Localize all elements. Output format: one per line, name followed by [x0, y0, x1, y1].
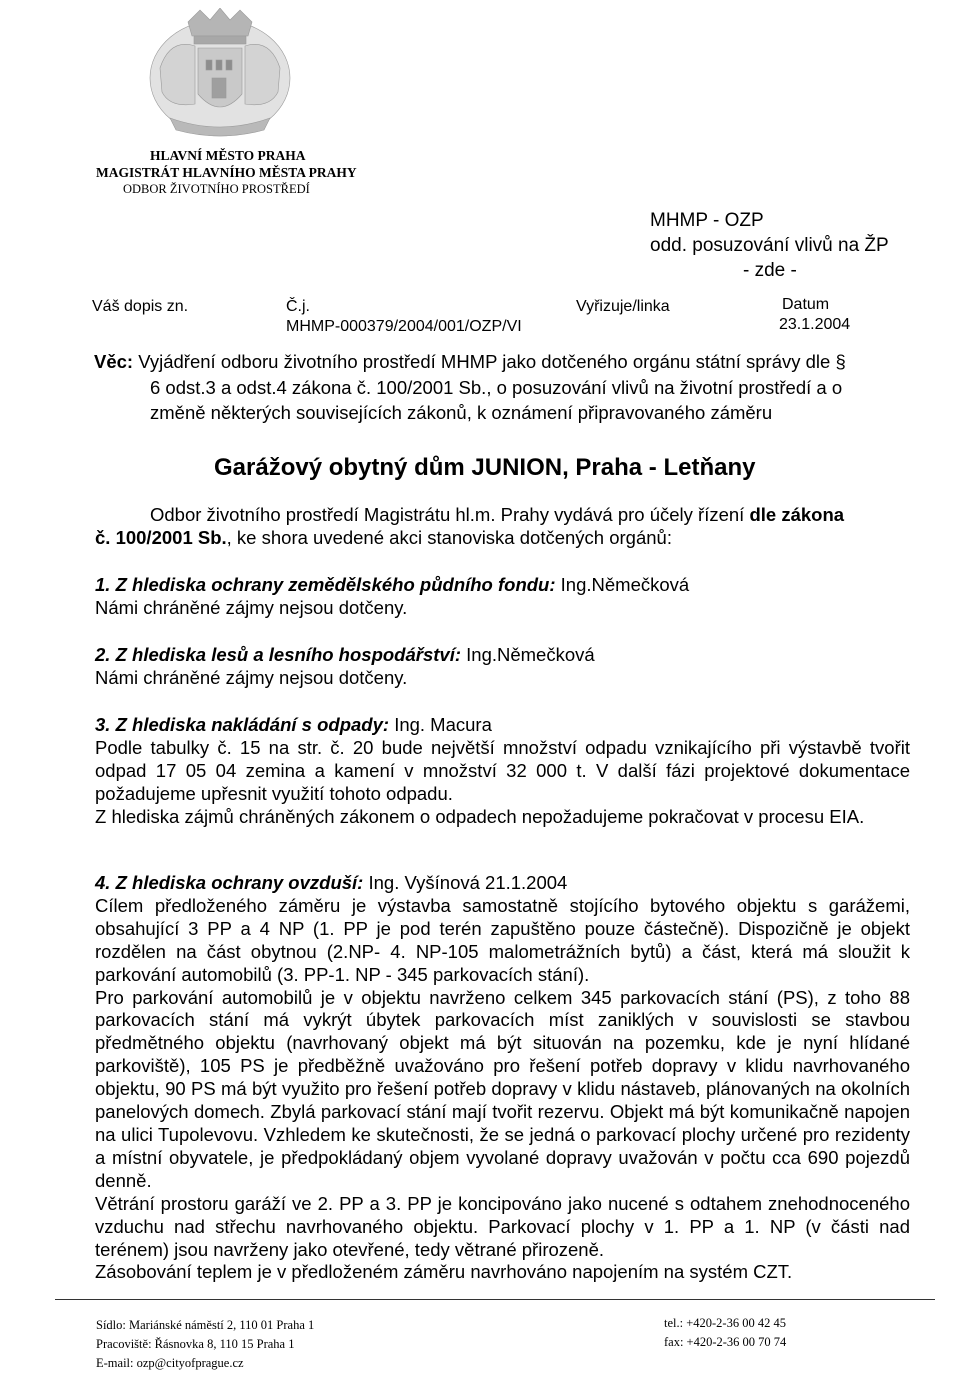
handled-by-label: Vyřizuje/linka	[576, 298, 670, 315]
section-4-body-2: Pro parkování automobilů je v objektu navrženo celkem 345 parkovacích stání (PS), z toho 88 parkovacích stání má vykrýt úbytek parkovacích míst zaniklých v souvislosti se stavbou předmětného objektu (navrhovaný objekt má být situován na pozemku, kde je nyní hlídané parkoviště), 105 PS je předběžně uvažováno pro řešení potřeb dopravy v klidu navrhovaného objektu, 90 PS má být využito pro řešení potřeb dopravy v klidu nástaveb, plánovaných na okolních panelových domech. Zbylá parkovací stání mají tvořit rezervu. Objekt má být komunikačně napojen na ulici Tupolevovu. Vzhledem ke skutečnosti, že se jedná o parkovací plochy určené pro rezidenty a místní obyvatele, je předpokládaný objem vyvolané dopravy uvažován v počtu cca 690 pojezdů denně.	[95, 986, 910, 1191]
footer-seat: Sídlo: Mariánské náměstí 2, 110 01 Praha 1	[96, 1318, 315, 1332]
section-4-body-3: Větrání prostoru garáží ve 2. PP a 3. PP je koncipováno jako nucené s odtahem znehodnoceného vzduchu nad střechu navrhovaného objektu. Parkovací plochy v 1. PP a 1. NP (v části nad terénem) jsou navrženy jako otevřené, tedy větrané přirozeně.	[95, 1192, 910, 1260]
recipient-line-2: odd. posuzování vlivů na ŽP	[650, 235, 889, 256]
date-value: 23.1.2004	[779, 316, 851, 333]
subject-law: 6 odst.3 a odst.4 zákona č. 100/2001 Sb.	[150, 377, 487, 398]
intro-paragraph	[95, 504, 910, 550]
org-city: HLAVNÍ MĚSTO PRAHA	[150, 148, 306, 163]
footer-fax: fax: +420-2-36 00 70 74	[664, 1335, 787, 1349]
prague-coat-of-arms-emblem	[140, 8, 300, 140]
recipient-line-3: - zde -	[743, 260, 797, 281]
section-4-body-4: Zásobování teplem je v předloženém záměru navrhováno napojením na systém CZT.	[95, 1261, 793, 1283]
section-1-number: 1.	[95, 574, 111, 595]
subject-line-1	[94, 351, 846, 374]
intro-text-2: , ke shora uvedené akci stanoviska dotčených orgánů:	[226, 526, 672, 548]
section-2-person: Ing.Němečková	[466, 644, 595, 665]
section-2-body: Námi chráněné zájmy nejsou dotčeny.	[95, 666, 408, 688]
section-3	[95, 714, 910, 829]
section-4	[95, 872, 910, 1284]
section-4-body-1: Cílem předloženého záměru je výstavba samostatně stojícího bytového objektu s garážemi, obsahující 3 PP a 4 NP (1. PP je pod terén zapuštěno pouze částečně). Dispozičně je objekt rozdělen na část obytnou (2.NP- 4. NP-105 malometrážních bytů) a část, která má sloužit k parkování automobilů (3. PP-1. NP - 345 parkovacích stání).	[95, 894, 910, 985]
section-1-body: Námi chráněné zájmy nejsou dotčeny.	[95, 596, 408, 618]
date-label: Datum	[782, 296, 830, 313]
org-department: ODBOR ŽIVOTNÍHO PROSTŘEDÍ	[123, 182, 310, 196]
your-letter-label: Váš dopis zn.	[92, 298, 189, 315]
section-1-person: Ing.Němečková	[560, 574, 690, 595]
footer-divider	[55, 1299, 935, 1300]
subject-text-1: Vyjádření odboru životního prostředí MHMP jako dotčeného orgánu státní správy dle §	[138, 351, 846, 372]
section-3-heading: Z hlediska nakládání s odpady:	[115, 714, 390, 735]
intro-text-1: Odbor životního prostředí Magistrátu hl.m. Prahy vydává pro účely řízení	[150, 504, 750, 525]
reference-number-value: MHMP-000379/2004/001/OZP/VI	[286, 318, 522, 335]
footer-workplace: Pracoviště: Řásnovka 8, 110 15 Praha 1	[96, 1337, 295, 1351]
intro-law-bold-2: č. 100/2001 Sb.	[95, 526, 227, 548]
footer-phone: tel.: +420-2-36 00 42 45	[664, 1316, 786, 1330]
project-title: Garážový obytný dům JUNION, Praha - Letňany	[214, 454, 756, 481]
section-3-body-2: Z hlediska zájmů chráněných zákonem o odpadech nepožadujeme pokračovat v procesu EIA.	[95, 805, 865, 827]
recipient-line-1: MHMP - OZP	[650, 210, 764, 231]
section-3-body-1: Podle tabulky č. 15 na str. č. 20 bude největší množství odpadu vznikajícího při výstavbě tvořit odpad 17 05 04 zemina a kamení v množství 32 000 t. V další fázi projektové dokumentace požadujeme upřesnit využití tohoto odpadu.	[95, 736, 910, 804]
reference-number-label: Č.j.	[286, 298, 310, 315]
section-2-heading: Z hlediska lesů a lesního hospodářství:	[115, 644, 461, 665]
footer-email: E-mail: ozp@cityofprague.cz	[96, 1356, 244, 1370]
section-1-heading-line	[95, 574, 910, 597]
section-2-number: 2.	[95, 644, 111, 665]
intro-law-bold-1: dle zákona	[749, 504, 845, 525]
section-3-heading-line	[95, 714, 910, 737]
section-1-heading: Z hlediska ochrany zemědělského půdního fondu:	[115, 574, 556, 595]
section-3-person: Ing. Macura	[394, 714, 492, 735]
section-3-number: 3.	[95, 714, 111, 735]
subject-text-2: , o posuzování vlivů na životní prostředí a o	[486, 377, 843, 398]
section-4-person: Ing. Vyšínová 21.1.2004	[368, 872, 568, 893]
subject-line-3: změně některých souvisejících zákonů, k oznámení připravovaného záměru	[150, 402, 773, 423]
section-1	[95, 574, 910, 620]
section-4-number: 4.	[95, 872, 111, 893]
subject-label: Věc:	[94, 351, 134, 372]
section-2	[95, 644, 910, 690]
section-2-heading-line	[95, 644, 910, 667]
subject-line-2	[150, 377, 842, 400]
org-magistrate: MAGISTRÁT HLAVNÍHO MĚSTA PRAHY	[96, 165, 357, 180]
section-4-heading-line	[95, 872, 910, 895]
section-4-heading: Z hlediska ochrany ovzduší:	[115, 872, 364, 893]
